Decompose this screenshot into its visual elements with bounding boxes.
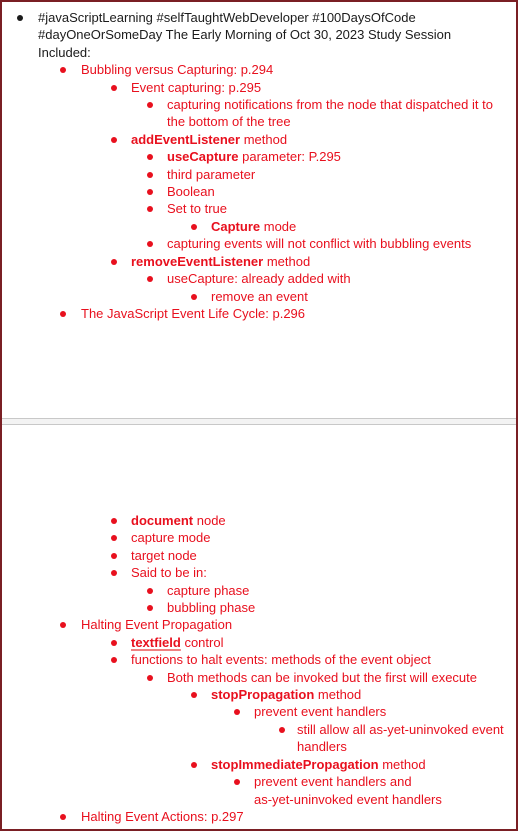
page-break [2, 418, 516, 425]
capture-mode-bold: Capture [211, 218, 261, 234]
capture-mode-text [211, 218, 516, 235]
bullet-icon [147, 102, 153, 108]
halting-propagation-text: Halting Event Propagation [81, 617, 233, 633]
add-event-listener-rest: method [240, 131, 288, 147]
list-item-capturing-notifications [2, 96, 516, 131]
bullet-icon [60, 311, 66, 317]
add-event-listener-bold: addEventListener [131, 131, 241, 147]
document-page-1 [2, 2, 516, 418]
bubbling-phase-text: bubbling phase [167, 600, 256, 616]
list-item-capture-mode [2, 218, 516, 235]
life-cycle-text: The JavaScript Event Life Cycle: p.296 [81, 305, 306, 321]
functions-to-halt-text: functions to halt events: methods of the event object [131, 652, 431, 668]
list-item-use-capture-added [2, 270, 516, 287]
bullet-icon [191, 224, 197, 230]
list-item-textfield-control [2, 634, 516, 651]
list-item-prevent-handlers [2, 703, 516, 720]
list-item-boolean [2, 183, 516, 200]
bullet-icon [147, 172, 153, 178]
bullet-icon [111, 640, 117, 646]
list-item-life-cycle [2, 305, 516, 322]
event-capturing-text: Event capturing: p.295 [131, 79, 262, 95]
stop-immediate-bold: stopImmediatePropagation [211, 756, 379, 772]
list-item-halting-propagation [2, 616, 516, 633]
list-item-set-to-true [2, 200, 516, 217]
stop-immediate-rest: method [378, 756, 426, 772]
remove-event-listener-text [131, 253, 516, 270]
list-item-bubbling-phase [2, 599, 516, 616]
capture-phase-text: capture phase [167, 582, 250, 598]
bullet-icon [111, 657, 117, 663]
list-item-document-node [2, 512, 516, 529]
list-item-target-node [2, 547, 516, 564]
boolean-text: Boolean [167, 184, 215, 200]
list-item-add-event-listener [2, 131, 516, 148]
bullet-icon [147, 241, 153, 247]
stop-propagation-text [211, 686, 516, 703]
add-event-listener-text [131, 131, 516, 148]
bullet-icon [111, 553, 117, 559]
list-item-both-methods [2, 669, 516, 686]
bullet-icon [111, 518, 117, 524]
use-capture-added-text: useCapture: already added with [167, 271, 351, 287]
capturing-notifications-line-1: capturing notifications from the node that dispatched it to [167, 97, 493, 113]
third-parameter-text: third parameter [167, 166, 256, 182]
bullet-icon [191, 692, 197, 698]
said-to-be-in-text: Said to be in: [131, 565, 207, 581]
capturing-notifications-line-2: the bottom of the tree [167, 114, 291, 130]
prevent-handlers-and-line-2: as-yet-uninvoked event handlers [254, 791, 442, 807]
list-item-stop-propagation [2, 686, 516, 703]
bullet-icon [147, 206, 153, 212]
capture-mode-2-text: capture mode [131, 530, 211, 546]
list-item-remove-an-event [2, 288, 516, 305]
bullet-icon [234, 779, 240, 785]
stop-immediate-text [211, 756, 516, 773]
bubbling-text: Bubbling versus Capturing: p.294 [81, 62, 274, 78]
bullet-icon [279, 727, 285, 733]
bullet-icon [60, 67, 66, 73]
bullet-icon [111, 570, 117, 576]
no-conflict-text: capturing events will not conflict with bubbling events [167, 236, 472, 252]
textfield-control-rest: control [180, 634, 224, 650]
stop-propagation-bold: stopPropagation [211, 687, 315, 703]
bullet-icon [111, 137, 117, 143]
bullet-icon [234, 709, 240, 715]
still-allow-line-1: still allow all as-yet-uninvoked event [297, 721, 504, 737]
list-item-intro [2, 9, 516, 61]
set-to-true-text: Set to true [167, 201, 227, 217]
bullet-icon [147, 154, 153, 160]
list-item-no-conflict [2, 235, 516, 252]
bullet-icon [147, 605, 153, 611]
document-node-rest: node [193, 513, 226, 528]
use-capture-bold: useCapture [167, 149, 239, 165]
list-item-halting-actions [2, 808, 516, 825]
stop-propagation-rest: method [314, 687, 362, 703]
halting-actions-text: Halting Event Actions: p.297 [81, 808, 244, 824]
target-node-text: target node [131, 547, 197, 563]
list-item-said-to-be-in [2, 564, 516, 581]
textfield-control-text [131, 634, 516, 651]
list-item-event-capturing [2, 79, 516, 96]
bullet-icon [147, 189, 153, 195]
list-item-capture-mode-2 [2, 529, 516, 546]
list-item-remove-event-listener [2, 253, 516, 270]
still-allow-line-2: handlers [297, 739, 347, 755]
list-item-stop-immediate [2, 756, 516, 773]
document-node-bold: document [131, 513, 194, 528]
bullet-icon [17, 15, 23, 21]
use-capture-rest: parameter: P.295 [238, 149, 341, 165]
list-item-capture-phase [2, 582, 516, 599]
intro-line-3: Included: [38, 44, 91, 60]
list-item-still-allow [2, 721, 516, 756]
prevent-handlers-and-line-1: prevent event handlers and [254, 774, 412, 790]
bullet-icon [191, 762, 197, 768]
bullet-icon [147, 675, 153, 681]
list-item-third-parameter [2, 166, 516, 183]
use-capture-text [167, 148, 516, 165]
both-methods-text: Both methods can be invoked but the first will execute [167, 669, 478, 685]
intro-line-1: #javaScriptLearning #selfTaughtWebDeveloper #100DaysOfCode [38, 10, 416, 25]
remove-event-listener-bold: removeEventListener [131, 253, 264, 269]
list-item-bubbling [2, 61, 516, 78]
list-item-functions-to-halt [2, 651, 516, 668]
bullet-icon [191, 294, 197, 300]
bullet-icon [111, 259, 117, 265]
bullet-icon [111, 85, 117, 91]
bullet-icon [147, 276, 153, 282]
prevent-handlers-text: prevent event handlers [254, 704, 387, 720]
list-item-prevent-handlers-and [2, 773, 516, 808]
remove-event-listener-rest: method [263, 253, 311, 269]
bullet-icon [60, 622, 66, 628]
intro-line-2: #dayOneOrSomeDay The Early Morning of Oct 30, 2023 Study Session [38, 27, 452, 43]
bullet-icon [147, 588, 153, 594]
bullet-icon [60, 814, 66, 820]
capture-mode-rest: mode [260, 218, 297, 234]
list-item-use-capture [2, 148, 516, 165]
bullet-icon [111, 535, 117, 541]
textfield-bold: textfield [131, 634, 181, 650]
document-page-2 [2, 425, 516, 829]
remove-an-event-text: remove an event [211, 288, 308, 304]
document-node-text [131, 512, 516, 529]
